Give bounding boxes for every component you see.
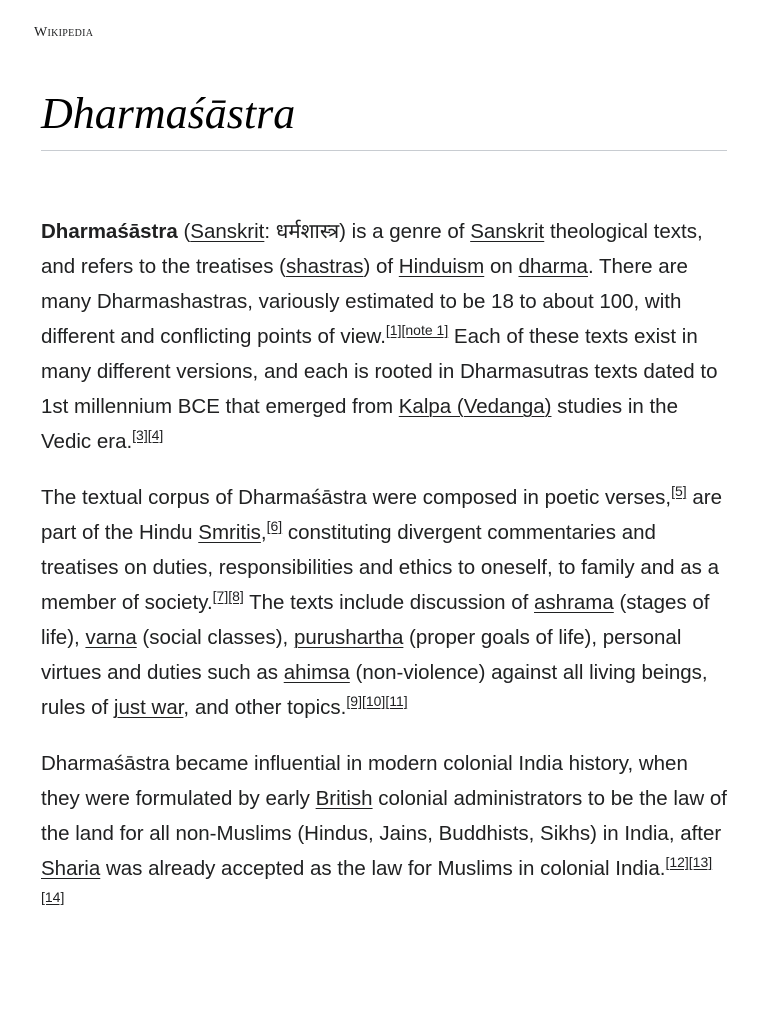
link-purushartha[interactable]: purushartha (293, 626, 404, 649)
wikipedia-wordmark[interactable]: Wikipedia (34, 25, 94, 40)
citation-8[interactable]: [8] (228, 588, 244, 604)
citation-9[interactable]: [9] (346, 693, 362, 709)
paragraph-2 (41, 480, 731, 725)
link-ashrama[interactable]: ashrama (534, 591, 614, 614)
citation-11[interactable]: [11] (385, 693, 408, 709)
link-hinduism[interactable]: Hinduism (398, 255, 485, 278)
citation-13[interactable]: [13] (688, 854, 713, 870)
link-just-war[interactable]: just war (113, 696, 184, 719)
text: colonial administrators to be the law of the land for all non-Muslims (Hindus, Jains, Buddhists, Sikhs) in India, after (41, 787, 727, 845)
text: , and other topics. (183, 696, 347, 719)
citation-5[interactable]: [5] (671, 483, 687, 499)
text: The textual corpus of Dharmaśāstra were composed in poetic verses, (41, 486, 672, 509)
citation-1[interactable]: [1] (385, 322, 402, 338)
text: (stages of life), (41, 591, 710, 649)
citation-14[interactable]: [14] (41, 889, 65, 905)
text: Dharmaśāstra became influential in modern colonial India history, when they were formulated by early (41, 752, 688, 810)
article-content (41, 214, 731, 942)
text: The texts include discussion of (243, 591, 535, 614)
citation-10[interactable]: [10] (361, 693, 386, 709)
paragraph-1 (41, 214, 731, 459)
title-divider (41, 150, 727, 151)
citation-12[interactable]: [12] (665, 854, 689, 870)
link-ahimsa[interactable]: ahimsa (283, 661, 350, 684)
citation-7[interactable]: [7] (212, 588, 229, 604)
link-kalpa-vedanga[interactable]: Kalpa (Vedanga) (398, 395, 552, 418)
link-varna[interactable]: varna (85, 626, 137, 649)
text: ( (177, 220, 191, 243)
citation-group (213, 588, 244, 604)
link-dharma[interactable]: dharma (518, 255, 588, 278)
text: are part of the Hindu (41, 486, 723, 544)
citation-group (267, 518, 283, 534)
text: on (484, 255, 519, 278)
text: ) of (363, 255, 399, 278)
text: constituting divergent commentaries and treatises on duties, responsibilities and ethics to oneself, to family and as a member of society. (41, 521, 720, 614)
citation-note-1[interactable]: [note 1] (401, 322, 449, 338)
text: . There are many Dharmashastras, variously estimated to be 18 to about 100, with different and conflicting points of view. (41, 255, 688, 348)
text: studies in the Vedic era. (41, 395, 678, 453)
citation-6[interactable]: [6] (266, 518, 283, 534)
text: theological texts, and refers to the treatises ( (41, 220, 703, 278)
page-title: Dharmaśāstra (41, 89, 296, 138)
link-shastras[interactable]: shastras (285, 255, 364, 278)
text: (social classes), (136, 626, 294, 649)
citation-group (132, 427, 163, 443)
link-sanskrit[interactable]: Sanskrit (470, 220, 545, 243)
link-sanskrit-language[interactable]: Sanskrit (190, 220, 265, 243)
citation-group (671, 483, 687, 499)
link-sharia[interactable]: Sharia (41, 857, 101, 880)
text: , (260, 521, 267, 544)
text: (proper goals of life), personal virtues and duties such as (41, 626, 682, 684)
link-smritis[interactable]: Smritis (198, 521, 261, 544)
paragraph-3 (41, 746, 731, 921)
citation-group (346, 693, 407, 709)
text: (non-violence) against all living beings, rules of (41, 661, 708, 719)
text: was already accepted as the law for Muslims in colonial India. (100, 857, 666, 880)
text: : धर्मशास्त्र) is a genre of (264, 220, 471, 243)
article-subject: Dharmaśāstra (41, 220, 178, 243)
text: Each of these texts exist in many different versions, and each is rooted in Dharmasutras texts dated to 1st millennium BCE that emerged from (41, 325, 718, 418)
link-british[interactable]: British (315, 787, 373, 810)
citation-4[interactable]: [4] (147, 427, 164, 443)
citation-3[interactable]: [3] (132, 427, 148, 443)
citation-group (386, 322, 448, 338)
